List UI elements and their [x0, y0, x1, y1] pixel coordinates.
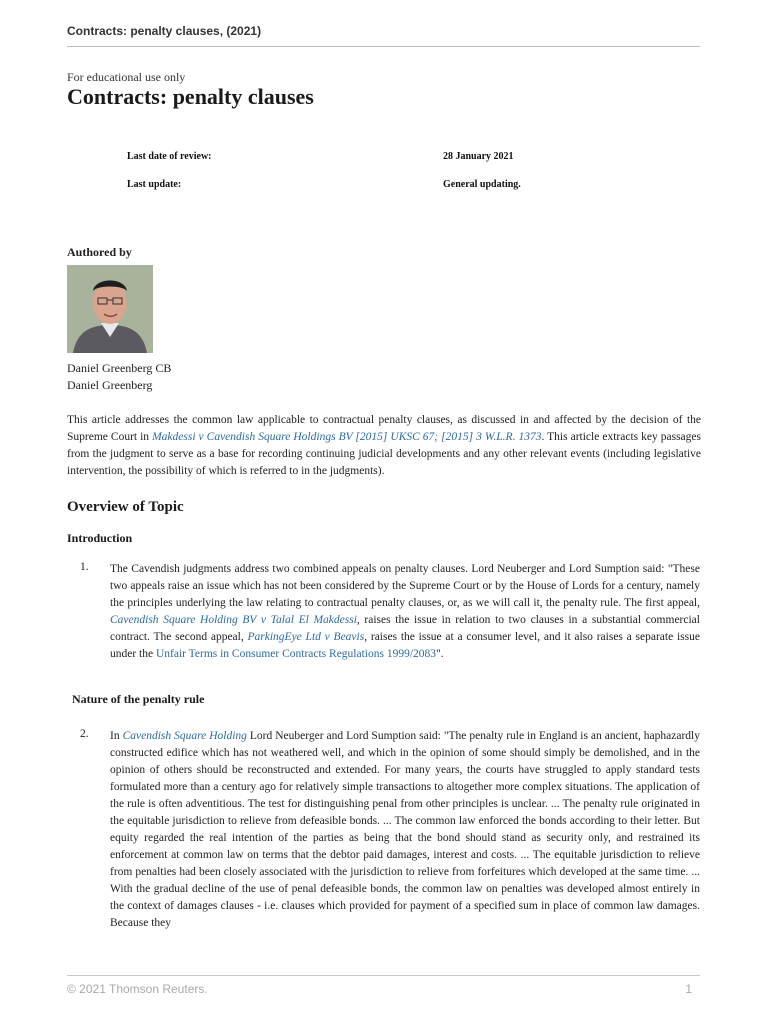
- parkingeye-beavis-link[interactable]: ParkingEye Ltd v Beavis: [247, 631, 365, 643]
- makdessi-case-link[interactable]: Makdessi v Cavendish Square Holdings BV [2015] UKSC 67; [2015] 3 W.L.R. 1373: [152, 431, 542, 443]
- paragraph-1: The Cavendish judgments address two combined appeals on penalty clauses. Lord Neuberger and Lord Sumption said: "These two appeals raise an issue which has not been considered by the Supreme Court or by the House of Lords for a century, namely the principles underlying the law relating to contractual penalty clauses, or, as we will call it, the penalty rule. The first appeal, Cavendish Square Holding BV v Talal El Makdessi, raises the issue in relation to two clauses in a substantial commercial contract. The second appeal, ParkingEye Ltd v Beavis, raises the issue at a consumer level, and it also raises a separate issue under the Unfair Terms in Consumer Contracts Regulations 1999/2083".: [110, 563, 700, 660]
- cavendish-makdessi-link[interactable]: Cavendish Square Holding BV v Talal El Makdessi: [110, 614, 357, 626]
- introduction-heading: Introduction: [67, 531, 133, 545]
- author-name: Daniel Greenberg: [67, 378, 153, 392]
- last-update-value: General updating.: [443, 179, 521, 190]
- unfair-terms-regulations-link[interactable]: Unfair Terms in Consumer Contracts Regulations 1999/2083: [155, 648, 437, 660]
- document-title: Contracts: penalty clauses: [67, 84, 314, 109]
- paragraph-number: 2.: [80, 728, 89, 740]
- review-date-label: Last date of review:: [127, 151, 212, 162]
- author-photo: [67, 265, 153, 353]
- educational-notice: For educational use only: [67, 70, 186, 84]
- paragraph-number: 1.: [80, 561, 89, 573]
- paragraph-2: In Cavendish Square Holding Lord Neuberger and Lord Sumption said: "The penalty rule in England is an ancient, haphazardly constructed edifice which has not weathered well, and which in the opinion of some should simply be demolished, and in the opinion of others should be reconstructed and extended. For many years, the courts have struggled to apply standard tests formulated more than a century ago for relatively simple transactions to altogether more complex situations. The application of the rule is often adventitious. The test for distinguishing penal from other principles is unclear. ... The penalty rule originated in the equitable jurisdiction to relieve from defeasible bonds. ... The common law enforced the bonds according to their letter. But equity regarded the real intention of the parties as being that the bond should stand as security only, and restrained its enforcement at common law on terms that the debtor paid damages, interest and costs. ... The equitable jurisdiction to relieve from penalties had been closely associated with the jurisdiction to relieve from forfeitures which developed at the same time. ... With the gradual decline of the use of penal defeasible bonds, the common law on penalties was developed almost entirely in the context of damages clauses - i.e. clauses which provided for payment of a specified sum in place of common law damages. Because they: [110, 730, 700, 929]
- cavendish-square-holding-link[interactable]: Cavendish Square Holding: [122, 730, 247, 742]
- running-header: Contracts: penalty clauses, (2021): [67, 24, 700, 47]
- page-footer: [67, 975, 700, 996]
- last-update-label: Last update:: [127, 179, 182, 190]
- review-date-value: 28 January 2021: [443, 151, 514, 162]
- abstract: This article addresses the common law applicable to contractual penalty clauses, as discussed in and affected by the decision of the Supreme Court in Makdessi v Cavendish Square Holdings BV [2015] UKSC 67; [2015] 3 W.L.R. 1373. This article extracts key passages from the judgment to serve as a base for recording continuing judicial developments and any other relevant events (including legislative intervention, the possibility of which is referred to in the judgments).: [67, 414, 701, 477]
- nature-of-penalty-rule-heading: Nature of the penalty rule: [72, 692, 205, 706]
- authored-by-heading: Authored by: [67, 245, 132, 259]
- page-number: 1: [685, 982, 692, 996]
- author-name-with-honour: Daniel Greenberg CB: [67, 361, 172, 375]
- copyright-notice: © 2021 Thomson Reuters.: [67, 982, 208, 996]
- overview-heading: Overview of Topic: [67, 499, 184, 515]
